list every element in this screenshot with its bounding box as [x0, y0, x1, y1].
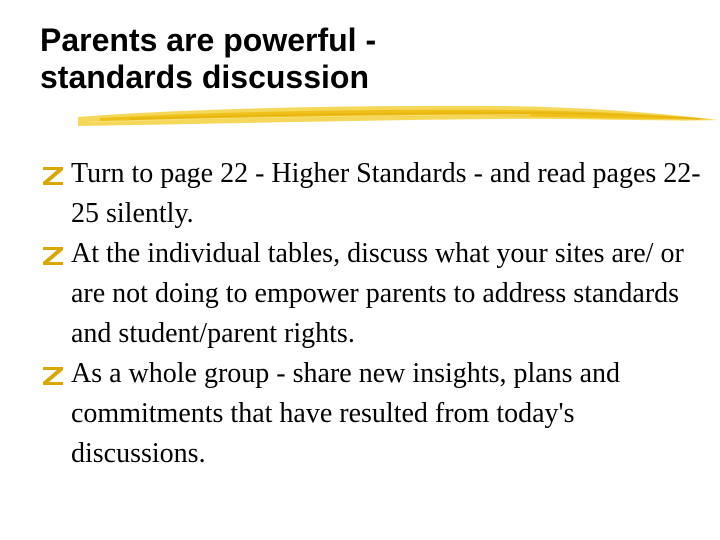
z-bullet-icon	[42, 234, 68, 274]
bullet-text: At the individual tables, discuss what your sites are/ or are not doing to empower parents to address standards and student/parent rights.	[71, 238, 684, 349]
slide-title	[40, 22, 680, 96]
bullet-text: As a whole group - share new insights, plans and commitments that have resulted from today's discussions.	[71, 358, 621, 469]
bullet-item	[42, 234, 702, 354]
z-bullet-icon	[42, 154, 68, 194]
bullet-item	[42, 354, 702, 474]
bullet-list	[42, 154, 702, 474]
z-bullet-icon	[42, 354, 68, 394]
title-line-1: Parents are powerful -	[40, 22, 377, 58]
title-line-2: standards discussion	[40, 59, 369, 95]
bullet-text: Turn to page 22 - Higher Standards - and read pages 22-25 silently.	[71, 158, 701, 229]
bullet-item	[42, 154, 702, 234]
title-underline-brushstroke	[70, 100, 720, 134]
